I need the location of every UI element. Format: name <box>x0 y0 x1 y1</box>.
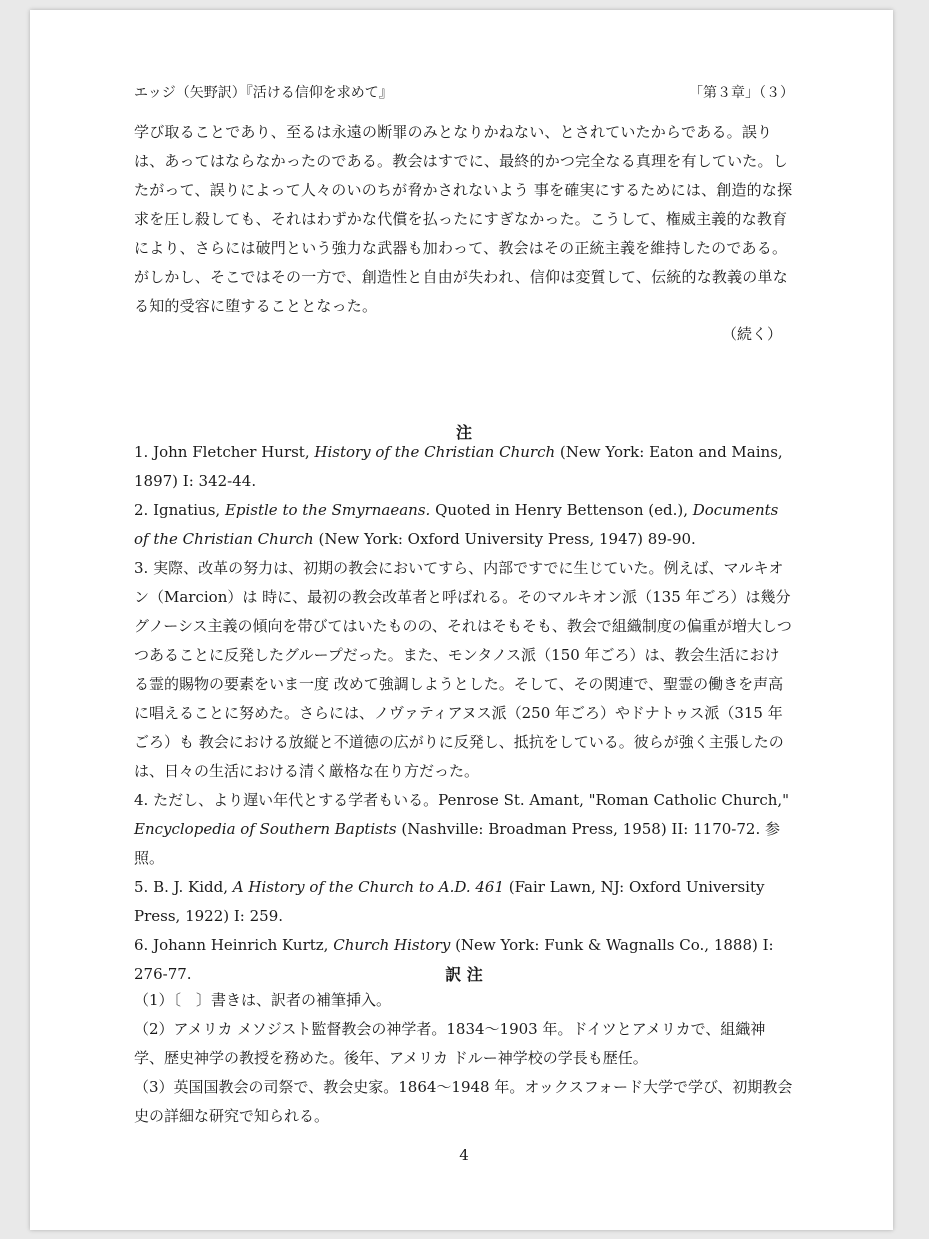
page-number: 4 <box>459 1146 469 1164</box>
header-left: エッジ（矢野訳）『活ける信仰を求めて』 <box>134 85 393 101</box>
translator-notes-list <box>134 986 794 1131</box>
note-3: 3. 実際、改革の努力は、初期の教会においてすら、内部ですでに生じていた。例えば、マルキオン（Marcion）は 時に、最初の教会改革者と呼ばれる。そのマルキオン派（135 年ごろ）は幾分 グノーシス主義の傾向を帯びてはいたものの、それはそもそも、教会で組織制度の偏重が増大しつつあることに反発したグループだった。また、モンタノス派（150 年ごろ）は、教会生活における霊的賜物の要素をいま一度 改めて強調しようとした。そして、その関連で、聖霊の働きを声高に唱えることに努めた。さらには、ノヴァティアヌス派（250 年ごろ）やドナトゥス派（315 年ごろ）も 教会における放縦と不道徳の広がりに反発し、抵抗をしている。彼らが強く主張したのは、日々の生活における清く厳格な在り方だった。 <box>134 559 792 780</box>
note-6: 6. Johann Heinrich Kurtz, Church History (New York: Funk & Wagnalls Co., 1888) I: 276-77. <box>134 936 774 983</box>
notes-list <box>134 438 794 989</box>
header-right: 「第３章」（３） <box>689 85 794 101</box>
translator-note-1: （1）〔 〕書きは、訳者の補筆挿入。 <box>134 991 392 1009</box>
notes-title: 注 <box>455 423 472 442</box>
note-2: 2. Ignatius, Epistle to the Smyrnaeans. Quoted in Henry Bettenson (ed.), Documents of the Christian Church (New York: Oxford University Press, 1947) 89-90. <box>134 501 779 548</box>
running-header <box>134 82 794 102</box>
continued-label: （続く） <box>721 325 782 343</box>
translator-note-3: （3）英国国教会の司祭で、教会史家。1864～1948 年。オックスフォード大学で学び、初期教会史の詳細な研究で知られる。 <box>134 1078 793 1125</box>
translator-note-2: （2）アメリカ メソジスト監督教会の神学者。1834～1903 年。ドイツとアメリカで、組織神学、歴史神学の教授を務めた。後年、アメリカ ドルー神学校の学長も歴任。 <box>134 1020 766 1067</box>
body-paragraph <box>134 118 794 321</box>
note-1: 1. John Fletcher Hurst, History of the Christian Church (New York: Eaton and Mains, 1897) I: 342-44. <box>134 443 783 490</box>
body-text: 学び取ることであり、至るは永遠の断罪のみとなりかねない、とされていたからである。誤りは、あってはならなかったのである。教会はすでに、最終的かつ完全なる真理を有していた。したがって、誤りによって人々のいのちが脅かされないよう 事を確実にするためには、創造的な探求を圧し殺しても、それはわずかな代償を払ったにすぎなかった。こうして、権威主義的な教育により、さらには破門という強力な武器も加わって、教会はその正統主義を維持したのである。がしかし、そこではその一方で、創造性と自由が失われ、信仰は変質して、伝統的な教義の単なる知的受容に堕することとなった。 <box>134 123 793 315</box>
document-page <box>30 10 893 1230</box>
note-5: 5. B. J. Kidd, A History of the Church to A.D. 461 (Fair Lawn, NJ: Oxford University Press, 1922) I: 259. <box>134 878 765 925</box>
translator-notes-title: 訳 注 <box>445 965 483 984</box>
note-4: 4. ただし、より遅い年代とする学者もいる。Penrose St. Amant, "Roman Catholic Church," Encyclopedia of Southern Baptists (Nashville: Broadman Press, 1958) II: 1170-72. 参照。 <box>134 791 790 867</box>
